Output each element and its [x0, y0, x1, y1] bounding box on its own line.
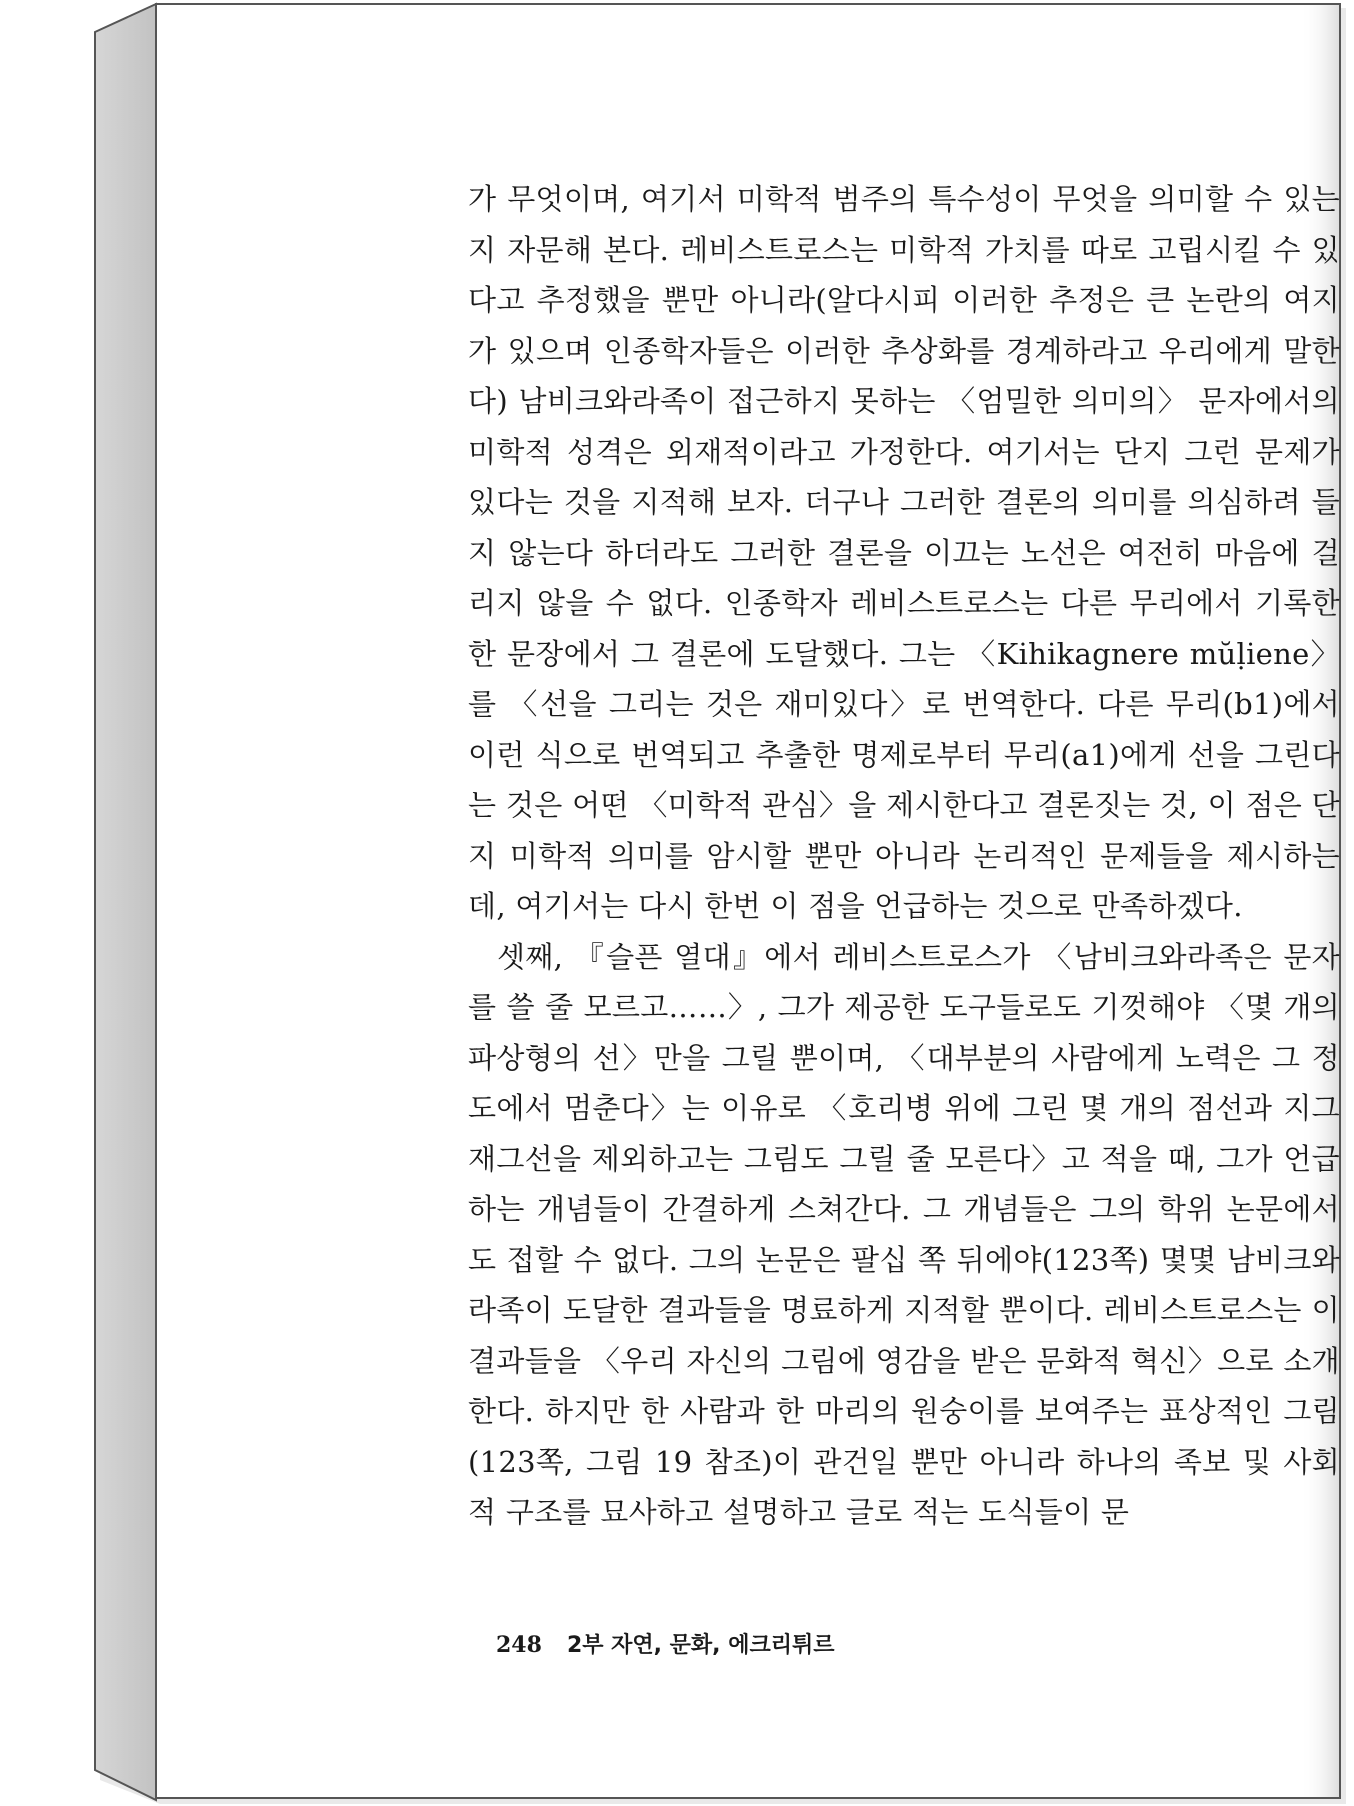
body-text — [468, 174, 1340, 1538]
page-number: 248 — [496, 1632, 542, 1658]
paragraph-1: 가 무엇이며, 여기서 미학적 범주의 특수성이 무엇을 의미할 수 있는지 자문해 본다. 레비스트로스는 미학적 가치를 따로 고립시킬 수 있다고 추정했을 뿐만 아니라(알다시피 이러한 추정은 큰 논란의 여지가 있으며 인종학자들은 이러한 추상화를 경계하라고 우리에게 말한다) 남비크와라족이 접근하지 못하는 〈엄밀한 의미의〉 문자에서의 미학적 성격은 외재적이라고 가정한다. 여기서는 단지 그런 문제가 있다는 것을 지적해 보자. 더구나 그러한 결론의 의미를 의심하려 들지 않는다 하더라도 그러한 결론을 이끄는 노선은 여전히 마음에 걸리지 않을 수 없다. 인종학자 레비스트로스는 다른 무리에서 기록한 한 문장에서 그 결론에 도달했다. 그는 〈Kihikagnere mŭḷiene〉를 〈선을 그리는 것은 재미있다〉로 번역한다. 다른 무리(b1)에서 이런 식으로 번역되고 추출한 명제로부터 무리(a1)에게 선을 그린다는 것은 어떤 〈미학적 관심〉을 제시한다고 결론짓는 것, 이 점은 단지 미학적 의미를 암시할 뿐만 아니라 논리적인 문제들을 제시하는데, 여기서는 다시 한번 이 점을 언급하는 것으로 만족하겠다. — [468, 182, 1340, 923]
running-head: 2부 자연, 문화, 에크리튀르 — [566, 1633, 835, 1658]
page-footer — [496, 1628, 834, 1659]
book-spine — [95, 4, 156, 1800]
page — [156, 4, 1340, 1798]
paragraph-2: 셋째, 『슬픈 열대』에서 레비스트로스가 〈남비크와라족은 문자를 쓸 줄 모르고……〉, 그가 제공한 도구들로도 기껏해야 〈몇 개의 파상형의 선〉만을 그릴 뿐이며, 〈대부분의 사람에게 노력은 그 정도에서 멈춘다〉는 이유로 〈호리병 위에 그린 몇 개의 점선과 지그재그선을 제외하고는 그림도 그릴 줄 모른다〉고 적을 때, 그가 언급하는 개념들이 간결하게 스쳐간다. 그 개념들은 그의 학위 논문에서도 접할 수 없다. 그의 논문은 팔십 쪽 뒤에야(123쪽) 몇몇 남비크와라족이 도달한 결과들을 명료하게 지적할 뿐이다. 레비스트로스는 이 결과들을 〈우리 자신의 그림에 영감을 받은 문화적 혁신〉으로 소개한다. 하지만 한 사람과 한 마리의 원숭이를 보여주는 표상적인 그림(123쪽, 그림 19 참조)이 관건일 뿐만 아니라 하나의 족보 및 사회적 구조를 묘사하고 설명하고 글로 적는 도식들이 문 — [468, 939, 1340, 1529]
